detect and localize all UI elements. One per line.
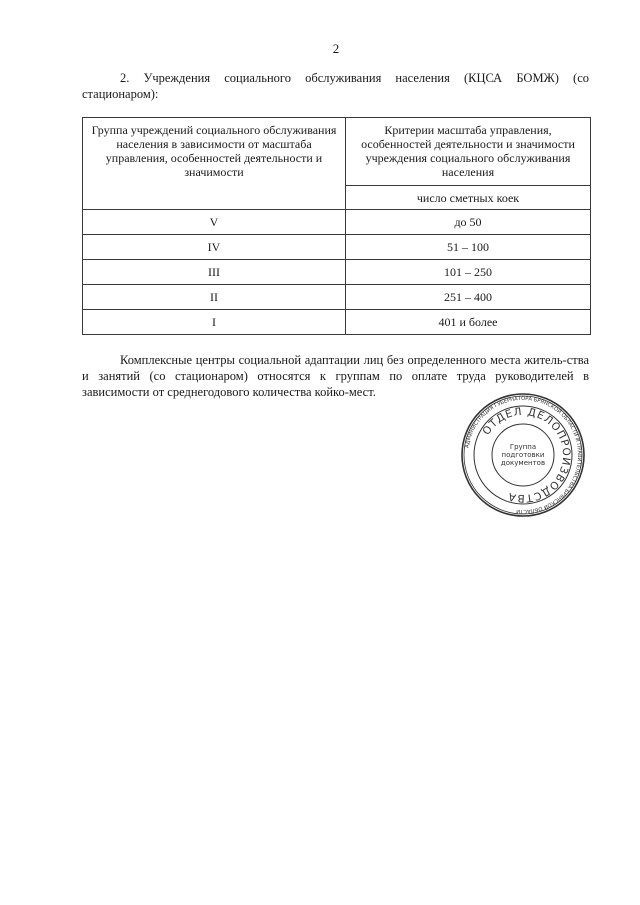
value-cell: до 50 [346, 210, 591, 235]
stamp-center-line: Группа [509, 443, 537, 451]
group-cell: III [83, 260, 346, 285]
column-header-group: Группа учреждений социального обслуживания населения в зависимости от масштаба управления, особенностей деятельности и значимости [83, 118, 346, 210]
group-cell: II [83, 285, 346, 310]
table-row [83, 260, 591, 285]
group-cell: IV [83, 235, 346, 260]
value-cell: 101 – 250 [346, 260, 591, 285]
stamp-outer-text: АДМИНИСТРАЦИЯ ГУБЕРНАТОРА БРЯНСКОЙ ОБЛАСТИ И ПРАВИТЕЛЬСТВА БРЯНСКОЙ ОБЛАСТИ [464, 395, 583, 515]
value-cell: 51 – 100 [346, 235, 591, 260]
stamp-center-line: подготовки [501, 451, 545, 459]
intro-paragraph: 2. Учреждения социального обслуживания населения (КЦСА БОМЖ) (со стационаром): [82, 71, 589, 101]
table-row [83, 235, 591, 260]
stamp-middle-text: ОТДЕЛ ДЕЛОПРОИЗВОДСТВА [480, 405, 573, 505]
value-cell: 251 – 400 [346, 285, 591, 310]
value-cell: 401 и более [346, 310, 591, 335]
stamp-center-line: документов [500, 459, 546, 467]
table-row [83, 285, 591, 310]
column-subheader-beds: число сметных коек [346, 186, 591, 210]
table-row [83, 310, 591, 335]
page-number: 2 [332, 41, 340, 56]
table-row [83, 210, 591, 235]
official-stamp [460, 392, 586, 518]
closing-paragraph: Комплексные центры социальной адаптации лиц без определенного места житель-ства и занятий (со стационаром) относятся к группам по оплате труда руководителей в зависимости от среднегодового количества койко-мест. [82, 353, 589, 399]
group-cell: I [83, 310, 346, 335]
group-cell: V [83, 210, 346, 235]
column-header-criteria: Критерии масштаба управления, особенностей деятельности и значимости учреждения социального обслуживания населения [346, 118, 591, 186]
criteria-table [82, 117, 591, 335]
